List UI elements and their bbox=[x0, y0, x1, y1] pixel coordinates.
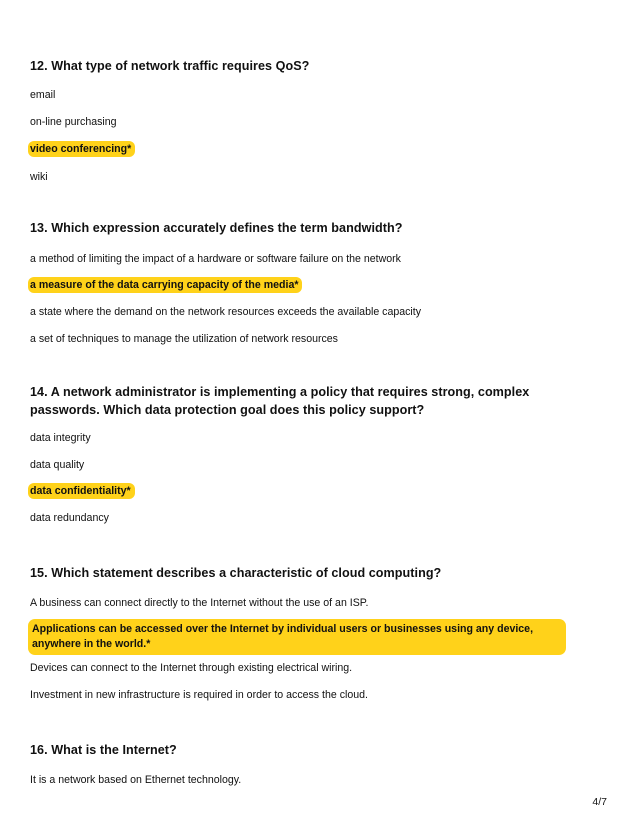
option-15-b-correct bbox=[30, 619, 566, 655]
option-16-a: It is a network based on Ethernet technology. bbox=[30, 774, 242, 786]
option-13-d: a set of techniques to manage the utilization of network resources bbox=[30, 333, 338, 345]
question-13: 13. Which expression accurately defines the term bandwidth? bbox=[30, 221, 403, 235]
option-13-b-correct bbox=[30, 278, 302, 292]
question-14: 14. A network administrator is implementing a policy that requires strong, complex passwords. Which data protection goal does this policy support? bbox=[30, 385, 530, 417]
option-13-c: a state where the demand on the network resources exceeds the available capacity bbox=[30, 306, 422, 318]
option-14-c-correct bbox=[30, 484, 135, 498]
option-15-a: A business can connect directly to the Internet without the use of an ISP. bbox=[30, 597, 369, 609]
option-14-b: data quality bbox=[30, 459, 85, 471]
highlighted-answer: Applications can be accessed over the Internet by individual users or businesses using any device, anywhere in the world.* bbox=[28, 619, 566, 655]
page-number: 4/7 bbox=[592, 796, 607, 808]
option-14-d: data redundancy bbox=[30, 512, 109, 524]
question-16: 16. What is the Internet? bbox=[30, 743, 177, 757]
highlighted-answer: a measure of the data carrying capacity of the media* bbox=[28, 277, 302, 293]
option-15-d: Investment in new infrastructure is required in order to access the cloud. bbox=[30, 689, 368, 701]
option-12-b: on-line purchasing bbox=[30, 116, 117, 128]
highlighted-answer: data confidentiality* bbox=[28, 483, 135, 499]
option-14-a: data integrity bbox=[30, 432, 91, 444]
option-13-a: a method of limiting the impact of a hardware or software failure on the network bbox=[30, 253, 401, 265]
option-12-d: wiki bbox=[30, 171, 48, 183]
highlighted-answer: video conferencing* bbox=[28, 141, 135, 157]
option-15-c: Devices can connect to the Internet through existing electrical wiring. bbox=[30, 662, 353, 674]
question-12: 12. What type of network traffic requires QoS? bbox=[30, 59, 310, 73]
option-12-a: email bbox=[30, 89, 56, 101]
question-15: 15. Which statement describes a characteristic of cloud computing? bbox=[30, 566, 442, 580]
option-12-c-correct bbox=[30, 142, 135, 156]
